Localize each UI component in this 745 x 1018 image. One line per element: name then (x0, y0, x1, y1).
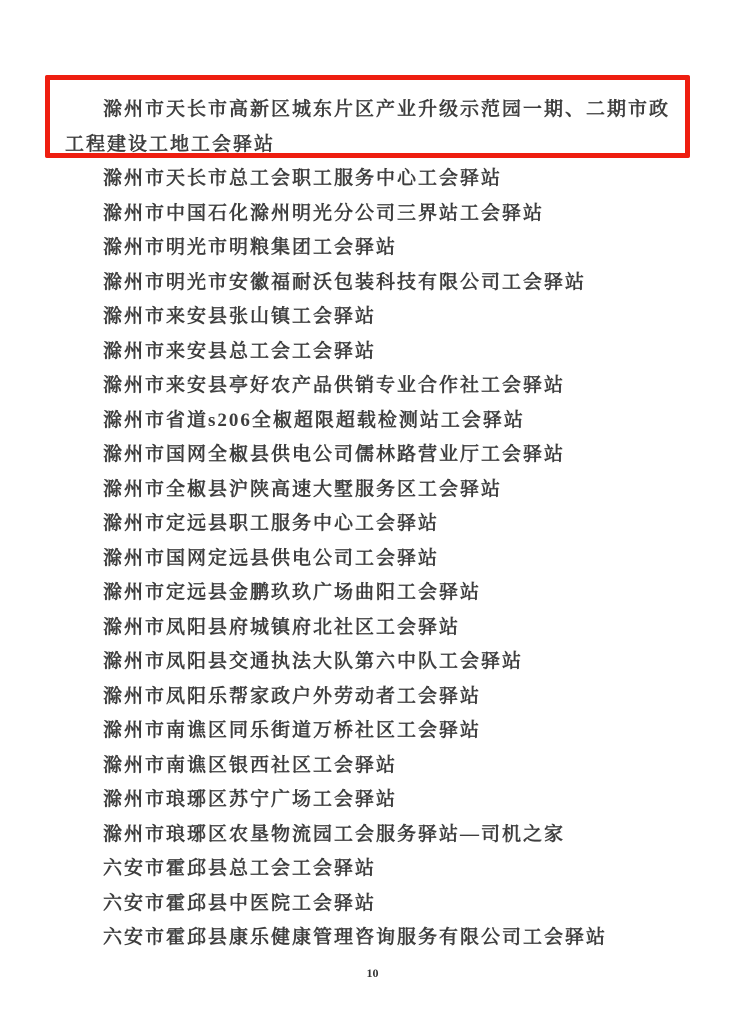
list-item: 六安市霍邱县中医院工会驿站 (103, 892, 377, 914)
list-item-highlighted: 滁州市天长市高新区城东片区产业升级示范园一期、二期市政工程建设工地工会驿站 (65, 99, 671, 155)
list-item: 滁州市凤阳县府城镇府北社区工会驿站 (103, 616, 461, 638)
list-item: 滁州市凤阳乐帮家政户外劳动者工会驿站 (103, 685, 482, 707)
list-item: 滁州市天长市总工会职工服务中心工会驿站 (103, 168, 503, 189)
list-item: 滁州市来安县亭好农产品供销专业合作社工会驿站 (103, 375, 566, 396)
list-item: 滁州市琅琊区苏宁广场工会驿站 (103, 789, 398, 810)
list-item: 滁州市来安县总工会工会驿站 (103, 340, 377, 362)
page-number: 10 (366, 966, 379, 980)
list-item: 六安市霍邱县康乐健康管理咨询服务有限公司工会驿站 (103, 927, 608, 948)
list-item: 滁州市明光市明粮集团工会驿站 (103, 237, 398, 258)
list-item: 滁州市明光市安徽福耐沃包装科技有限公司工会驿站 (103, 271, 587, 293)
list-item: 滁州市省道s206全椒超限超载检测站工会驿站 (103, 409, 525, 431)
list-item: 滁州市中国石化滁州明光分公司三界站工会驿站 (103, 202, 545, 224)
list-item: 滁州市定远县金鹏玖玖广场曲阳工会驿站 (103, 582, 482, 603)
list-item: 滁州市来安县张山镇工会驿站 (103, 306, 377, 327)
list-item: 滁州市全椒县沪陕高速大墅服务区工会驿站 (103, 478, 503, 500)
list-item: 滁州市国网全椒县供电公司儒林路营业厅工会驿站 (103, 444, 566, 465)
list-item: 滁州市定远县职工服务中心工会驿站 (103, 513, 440, 534)
list-item: 滁州市凤阳县交通执法大队第六中队工会驿站 (103, 651, 524, 672)
list-item: 滁州市国网定远县供电公司工会驿站 (103, 547, 440, 569)
station-list (0, 93, 745, 956)
list-item: 六安市霍邱县总工会工会驿站 (103, 858, 377, 879)
list-item: 滁州市南谯区同乐街道万桥社区工会驿站 (103, 720, 482, 741)
list-item: 滁州市南谯区银西社区工会驿站 (103, 754, 398, 776)
list-item: 滁州市琅琊区农垦物流园工会服务驿站—司机之家 (103, 823, 566, 845)
